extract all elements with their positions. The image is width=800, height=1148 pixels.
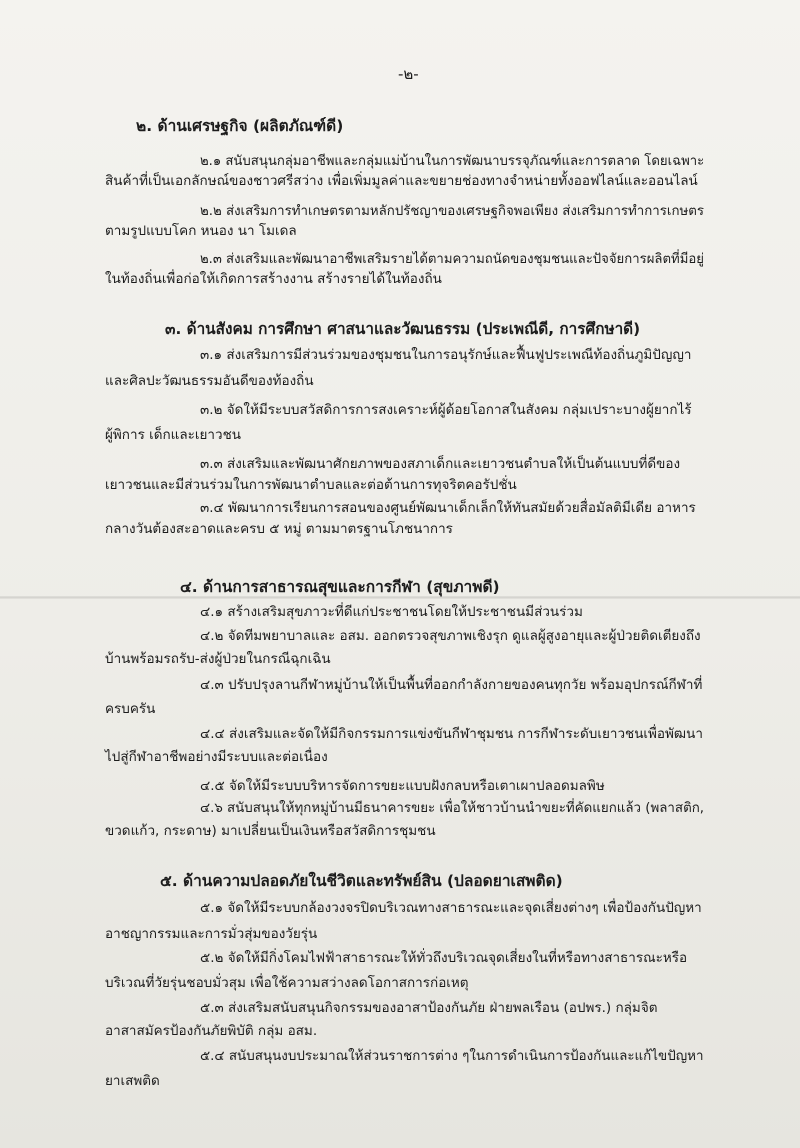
body-text-line: ขวดแก้ว, กระดาษ) มาเปลี่ยนเป็นเงินหรือสวัสดิการชุมชน <box>105 823 436 839</box>
body-text-line: ๔.๖ สนับสนุนให้ทุกหมู่บ้านมีธนาคารขยะ เพื่อให้ชาวบ้านนำขยะที่คัดแยกแล้ว (พลาสติก, <box>200 800 705 816</box>
body-text-line: ๓.๓ ส่งเสริมและพัฒนาศักยภาพของสภาเด็กและเยาวชนตำบลให้เป็นต้นแบบที่ดีของ <box>200 456 681 472</box>
body-text-line: อาชญากรรมและการมั่วสุ่มของวัยรุ่น <box>105 926 318 942</box>
body-text-line: ๓.๑ ส่งเสริมการมีส่วนร่วมของชุมชนในการอนุรักษ์และฟื้นฟูประเพณีท้องถิ่นภูมิปัญญา <box>200 347 692 363</box>
body-text-line: ๒.๒ ส่งเสริมการทำเกษตรตามหลักปรัชญาของเศรษฐกิจพอเพียง ส่งเสริมการทำการเกษตร <box>200 203 705 219</box>
body-text-line: ๒.๑ สนับสนุนกลุ่มอาชีพและกลุ่มแม่บ้านในการพัฒนาบรรจุภัณฑ์และการตลาด โดยเฉพาะ <box>200 153 705 169</box>
body-text-line: อาสาสมัครป้องกันภัยพิบัติ กลุ่ม อสม. <box>105 1023 318 1039</box>
body-text-line: ๕.๔ สนับสนุนงบประมาณให้ส่วนราชการต่าง ๆในการดำเนินการป้องกันและแก้ไขปัญหา <box>200 1048 704 1064</box>
body-text-line: ในท้องถิ่นเพื่อก่อให้เกิดการสร้างงาน สร้างรายได้ในท้องถิ่น <box>105 271 442 287</box>
body-text-line: ๕.๒ จัดให้มีกิ่งโคมไฟฟ้าสาธารณะให้ทั่วถึงบริเวณจุดเสี่ยงในที่หรือทางสาธารณะหรือ <box>200 950 688 966</box>
body-text-line: ๕.๑ จัดให้มีระบบกล้องวงจรปิดบริเวณทางสาธารณะและจุดเสี่ยงต่างๆ เพื่อป้องกันปัญหา <box>200 900 702 916</box>
body-text-line: ๔.๓ ปรับปรุงลานกีฬาหมู่บ้านให้เป็นพื้นที่ออกกำลังกายของคนทุกวัย พร้อมอุปกรณ์กีฬาที่ <box>200 677 703 693</box>
body-text-line: เยาวชนและมีส่วนร่วมในการพัฒนาตำบลและต่อต้านการทุจริตคอรัปชั่น <box>105 477 517 493</box>
body-text-line: และศิลปะวัฒนธรรมอันดีของท้องถิ่น <box>105 373 314 389</box>
body-text-line: สินค้าที่เป็นเอกลักษณ์ของชาวศรีสว่าง เพื่อเพิ่มมูลค่าและขยายช่องทางจำหน่ายทั้งออฟไลน์และออนไลน์ <box>105 173 698 189</box>
body-text-line: ครบครัน <box>105 701 156 717</box>
body-text-line: ๓.๔ พัฒนาการเรียนการสอนของศูนย์พัฒนาเด็กเล็กให้ทันสมัยด้วยสื่อมัลติมีเดีย อาหาร <box>200 500 696 516</box>
body-text-line: กลางวันต้องสะอาดและครบ ๕ หมู่ ตามมาตรฐานโภชนาการ <box>105 521 453 537</box>
body-text-line: ๔.๕ จัดให้มีระบบบริหารจัดการขยะแบบฝังกลบหรือเตาเผาปลอดมลพิษ <box>200 778 605 794</box>
body-text-line: ๔.๑ สร้างเสริมสุขภาวะที่ดีแก่ประชาชนโดยให้ประชาชนมีส่วนร่วม <box>200 604 583 620</box>
body-text-line: ตามรูปแบบโคก หนอง นา โมเดล <box>105 223 297 239</box>
body-text-line: ผู้พิการ เด็กและเยาวชน <box>105 427 241 443</box>
section-heading: ๒. ด้านเศรษฐกิจ (ผลิตภัณฑ์ดี) <box>136 117 344 135</box>
body-text-line: ๕.๓ ส่งเสริมสนับสนุนกิจกรรมของอาสาป้องกันภัย ฝ่ายพลเรือน (อปพร.) กลุ่มจิต <box>200 1000 658 1016</box>
body-text-line: ๓.๒ จัดให้มีระบบสวัสดิการการสงเคราะห์ผู้ด้อยโอกาสในสังคม กลุ่มเปราะบางผู้ยากไร้ <box>200 402 692 418</box>
body-text-line: บริเวณที่วัยรุ่นชอบมั่วสุม เพื่อใช้ความสว่างลดโอกาสการก่อเหตุ <box>105 975 469 991</box>
body-text-line: บ้านพร้อมรถรับ-ส่งผู้ป่วยในกรณีฉุกเฉิน <box>105 651 331 667</box>
body-text-line: ๒.๓ ส่งเสริมและพัฒนาอาชีพเสริมรายได้ตามความถนัดของชุมชนและปัจจัยการผลิตที่มีอยู่ <box>200 251 704 267</box>
body-text-line: ๔.๒ จัดทีมพยาบาลและ อสม. ออกตรวจสุขภาพเชิงรุก ดูแลผู้สูงอายุและผู้ป่วยติดเตียงถึง <box>200 628 701 644</box>
section-heading: ๔. ด้านการสาธารณสุขและการกีฬา (สุขภาพดี) <box>180 578 500 596</box>
section-heading: ๓. ด้านสังคม การศึกษา ศาสนาและวัฒนธรรม (ประเพณีดี, การศึกษาดี) <box>165 320 641 338</box>
paper-fold-crease <box>0 596 800 599</box>
body-text-line: ยาเสพติด <box>105 1073 160 1089</box>
page-number: -๒- <box>398 65 419 83</box>
section-heading: ๕. ด้านความปลอดภัยในชีวิตและทรัพย์สิน (ปลอดยาเสพติด) <box>160 872 563 890</box>
body-text-line: ๔.๔ ส่งเสริมและจัดให้มีกิจกรรมการแข่งขันกีฬาชุมชน การกีฬาระดับเยาวชนเพื่อพัฒนา <box>200 726 703 742</box>
body-text-line: ไปสู่กีฬาอาชีพอย่างมีระบบและต่อเนื่อง <box>105 749 328 765</box>
